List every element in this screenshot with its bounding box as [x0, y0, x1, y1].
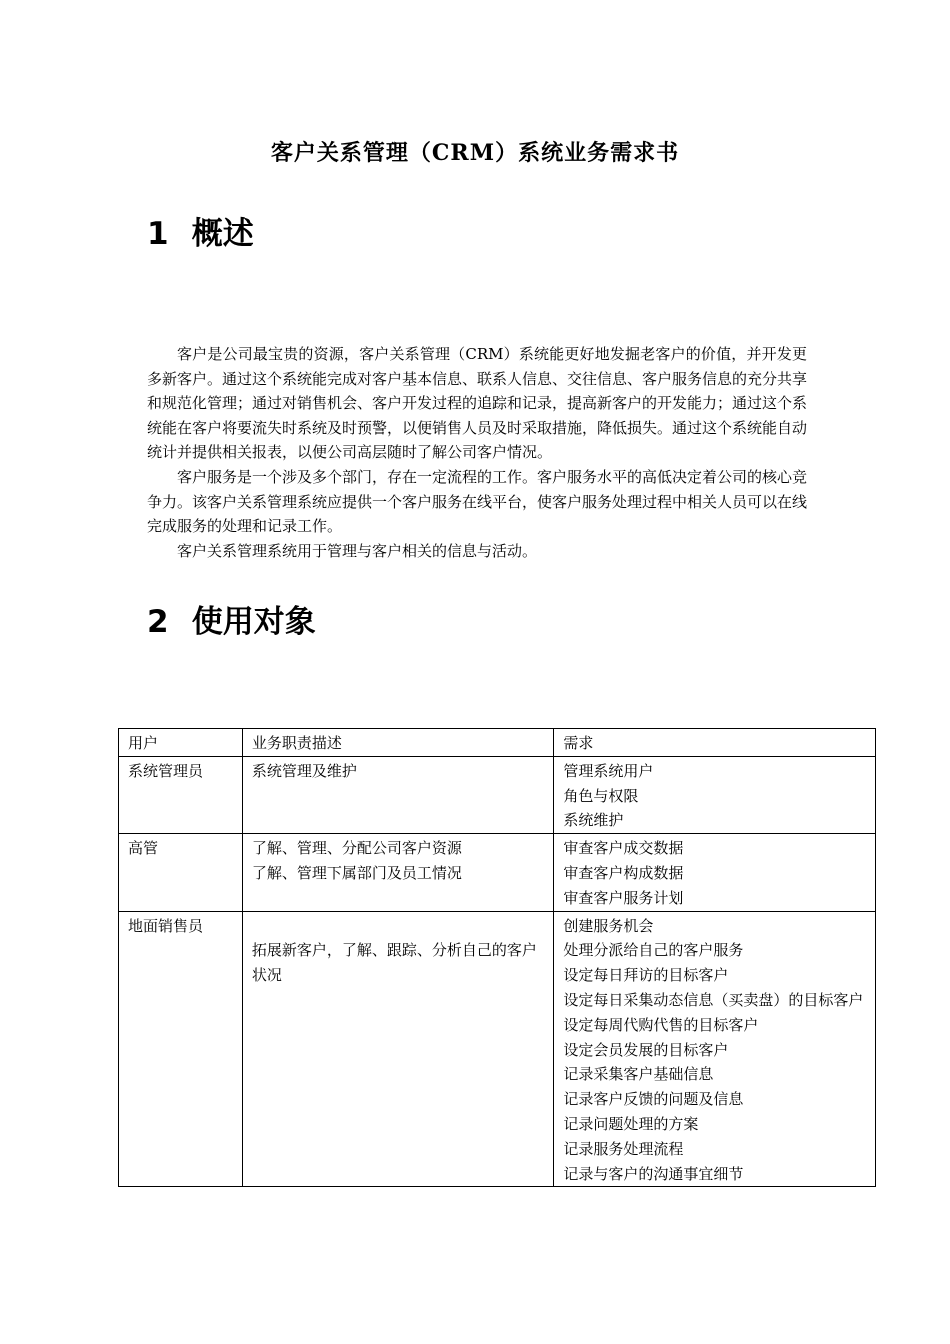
cell-duties	[242, 756, 554, 833]
duty-line: 拓展新客户，了解、跟踪、分析自己的客户状况	[251, 941, 537, 985]
overview-body	[147, 342, 807, 563]
need-line: 系统维护	[563, 811, 624, 830]
header-cell-user: 用户	[119, 729, 243, 757]
section-number: 2	[147, 604, 169, 640]
section-heading-overview	[147, 208, 254, 253]
need-line: 审查客户成交数据	[563, 839, 684, 858]
section-number: 1	[147, 216, 169, 252]
need-line: 管理系统用户	[563, 761, 654, 780]
need-line: 记录客户反馈的问题及信息	[563, 1090, 744, 1109]
paragraph: 客户服务是一个涉及多个部门，存在一定流程的工作。客户服务水平的高低决定着公司的核心竞争力。该客户关系管理系统应提供一个客户服务在线平台，使客户服务处理过程中相关人员可以在线完成服务的处理和记录工作。	[147, 467, 808, 536]
paragraph: 客户是公司最宝贵的资源，客户关系管理（CRM）系统能更好地发掘老客户的价值，并开发更多新客户。通过这个系统能完成对客户基本信息、联系人信息、交往信息、客户服务信息的充分共享和规范化管理；通过对销售机会、客户开发过程的追踪和记录，提高新客户的开发能力；通过这个系统能在客户将要流失时系统及时预警，以便销售人员及时采取措施，降低损失。通过这个系统能自动统计并提供相关报表，以便公司高层随时了解公司客户情况。	[147, 345, 808, 462]
table-row	[119, 834, 876, 911]
paragraph: 客户关系管理系统用于管理与客户相关的信息与活动。	[177, 541, 538, 560]
cell-needs	[554, 911, 876, 1187]
need-line: 记录问题处理的方案	[563, 1114, 699, 1133]
need-line: 记录服务处理流程	[563, 1139, 684, 1158]
cell-user: 地面销售员	[119, 911, 243, 1187]
need-line: 设定每周代购代售的目标客户	[563, 1015, 759, 1034]
header-cell-needs: 需求	[554, 729, 876, 757]
section-heading-users	[147, 596, 316, 641]
cell-needs	[554, 756, 876, 833]
cell-duties	[242, 834, 554, 911]
need-line: 记录与客户的沟通事宜细节	[563, 1164, 744, 1183]
cell-duties	[242, 911, 554, 1187]
header-cell-duties: 业务职责描述	[242, 729, 554, 757]
cell-needs	[554, 834, 876, 911]
need-line: 设定每日拜访的目标客户	[563, 966, 729, 985]
user-requirements-table	[118, 728, 876, 1187]
duty-line: 了解、管理下属部门及员工情况	[251, 863, 462, 882]
document-title: 客户关系管理（CRM）系统业务需求书	[270, 140, 680, 166]
need-line: 审查客户服务计划	[563, 888, 684, 907]
section-title: 使用对象	[191, 604, 316, 640]
need-line: 设定会员发展的目标客户	[563, 1040, 729, 1059]
duty-line: 系统管理及维护	[251, 761, 357, 780]
table-header-row	[119, 729, 876, 757]
cell-user: 系统管理员	[119, 756, 243, 833]
need-line: 创建服务机会	[563, 916, 654, 935]
need-line: 审查客户构成数据	[563, 863, 684, 882]
need-line: 设定每日采集动态信息（买卖盘）的目标客户	[563, 990, 864, 1009]
duty-line: 了解、管理、分配公司客户资源	[251, 839, 462, 858]
cell-user: 高管	[119, 834, 243, 911]
need-line: 记录采集客户基础信息	[563, 1065, 714, 1084]
need-line: 角色与权限	[563, 786, 639, 805]
blank-line	[252, 914, 545, 939]
table-row	[119, 756, 876, 833]
table-row	[119, 911, 876, 1187]
section-title: 概述	[191, 216, 254, 252]
need-line: 处理分派给自己的客户服务	[563, 941, 744, 960]
